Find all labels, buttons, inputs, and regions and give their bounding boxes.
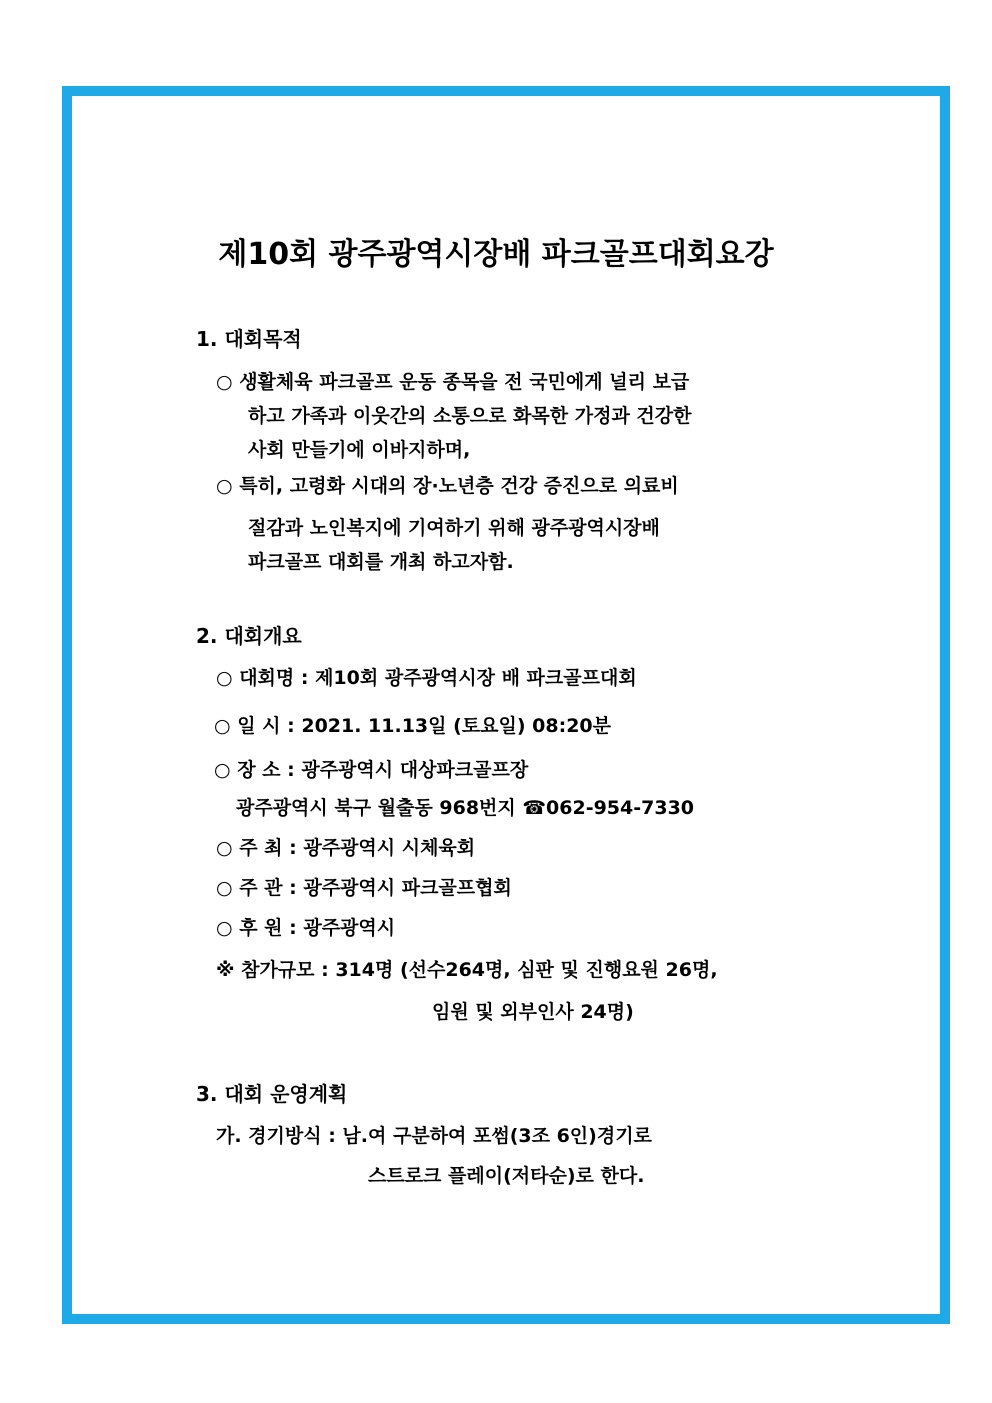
section-2-line-9: 임원 및 외부인사 24명) <box>432 1001 634 1023</box>
document-title: 제10회 광주광역시장배 파크골프대회요강 <box>218 237 774 272</box>
section-2-line-4: 광주광역시 북구 월출동 968번지 ☎062-954-7330 <box>236 797 695 819</box>
section-3-heading: 3. 대회 운영계획 <box>196 1082 348 1106</box>
section-3-line-2: 스트로크 플레이(저타순)로 한다. <box>368 1165 645 1187</box>
section-2-line-6: ○ 주 관 : 광주광역시 파크골프협회 <box>216 877 512 899</box>
section-1-line-3: 사회 만들기에 이바지하며, <box>248 439 471 461</box>
section-3-line-1: 가. 경기방식 : 남.여 구분하여 포썸(3조 6인)경기로 <box>216 1125 652 1147</box>
section-1-line-4: ○ 특히, 고령화 시대의 장·노년층 건강 증진으로 의료비 <box>216 475 679 497</box>
section-1-line-2: 하고 가족과 이웃간의 소통으로 화목한 가정과 건강한 <box>248 405 692 427</box>
section-2-line-8: ※ 참가규모 : 314명 (선수264명, 심판 및 진행요원 26명, <box>216 959 718 981</box>
section-2-line-7: ○ 후 원 : 광주광역시 <box>216 917 396 939</box>
section-1-line-1: ○ 생활체육 파크골프 운동 종목을 전 국민에게 널리 보급 <box>216 371 690 393</box>
section-2-line-1: ○ 대회명 : 제10회 광주광역시장 배 파크골프대회 <box>216 667 637 689</box>
section-2-line-2: ○ 일 시 : 2021. 11.13일 (토요일) 08:20분 <box>214 715 612 737</box>
section-1-line-6: 파크골프 대회를 개최 하고자함. <box>248 551 514 573</box>
section-1-line-5: 절감과 노인복지에 기여하기 위해 광주광역시장배 <box>248 517 660 539</box>
section-2-line-5: ○ 주 최 : 광주광역시 시체육회 <box>216 837 476 859</box>
section-1-heading: 1. 대회목적 <box>196 327 302 351</box>
section-2-line-3: ○ 장 소 : 광주광역시 대상파크골프장 <box>214 759 529 781</box>
section-2-heading: 2. 대회개요 <box>196 624 302 648</box>
